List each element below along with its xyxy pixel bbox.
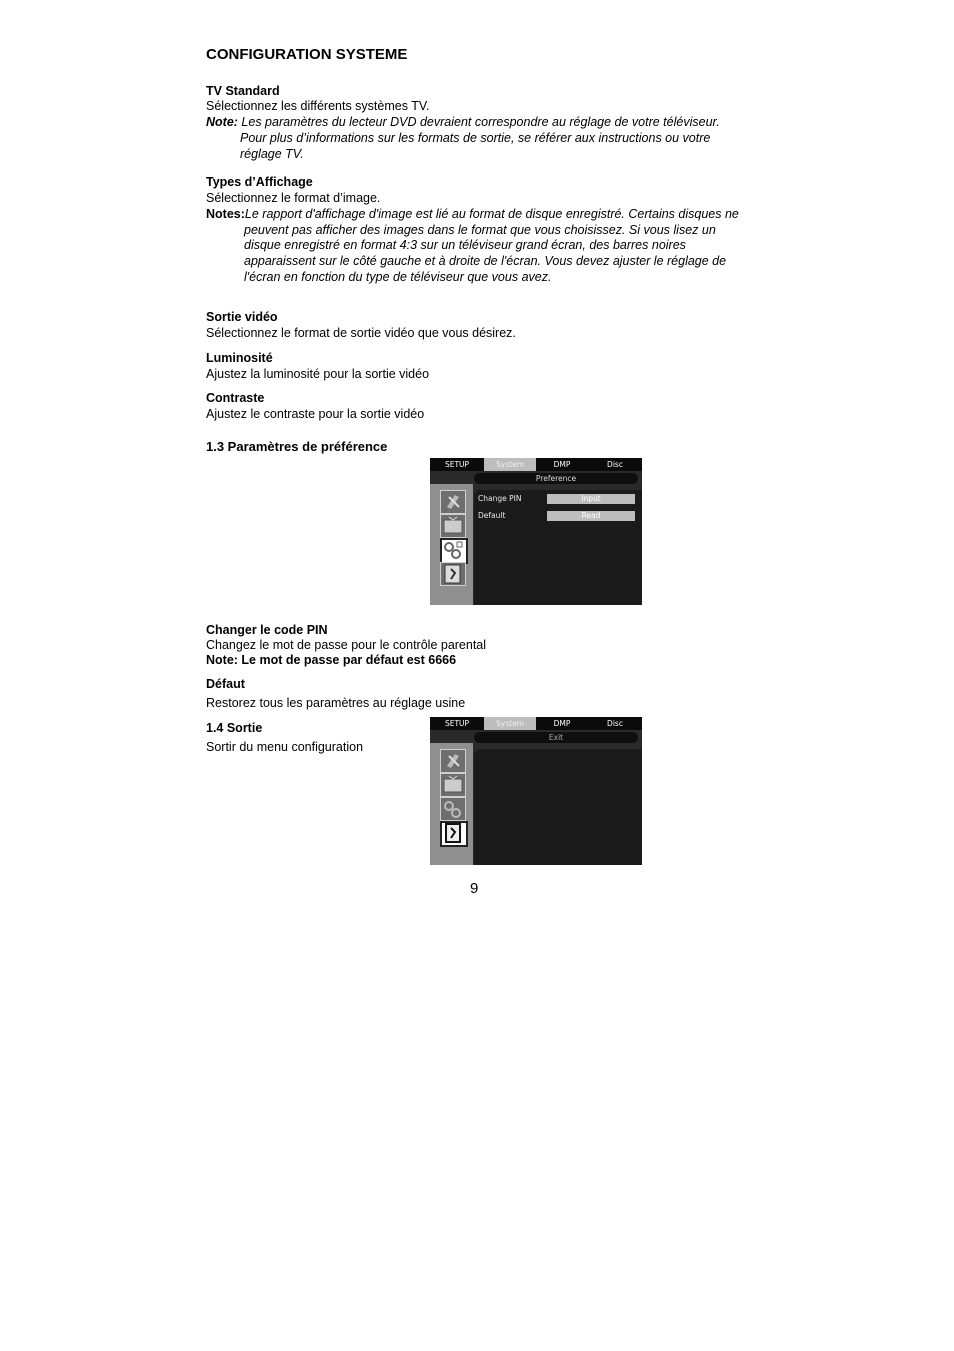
note-line: Les paramètres du lecteur DVD devraient correspondre au réglage de votre téléviseur. — [237, 115, 720, 129]
note-line: Le rapport d'affichage d'image est lié au format de disque enregistré. Certains disques ne — [244, 207, 739, 221]
tab-system: System — [484, 717, 536, 730]
tv-standard-title: TV Standard — [206, 84, 280, 98]
contrast-desc: Ajustez le contraste pour la sortie vidéo — [206, 407, 425, 421]
change-pin-desc: Changez le mot de passe pour le contrôle parental — [206, 638, 487, 652]
osd-tab-bar — [430, 717, 642, 730]
note-label: Note: — [206, 115, 238, 129]
row-value-change-pin: Input — [547, 494, 635, 504]
page-heading: CONFIGURATION SYSTEME — [206, 46, 408, 63]
video-out-desc: Sélectionnez le format de sortie vidéo que vous désirez. — [206, 326, 516, 340]
tv-screen-icon — [440, 773, 466, 797]
osd-tab-bar — [430, 458, 642, 471]
row-label-default: Default — [478, 511, 506, 520]
row-label-change-pin: Change PIN — [478, 494, 522, 503]
tab-disc: Disc — [607, 719, 623, 728]
gears-icon — [440, 538, 468, 564]
brightness-desc: Ajustez la luminosité pour la sortie vidéo — [206, 367, 430, 381]
brightness-title: Luminosité — [206, 351, 273, 365]
exit-door-icon — [440, 562, 466, 586]
note-line: disque enregistré en format 4:3 sur un téléviseur grand écran, des barres noires — [244, 238, 686, 252]
osd-exit-screenshot — [430, 717, 642, 865]
note-line: peuvent pas afficher des images dans le format que vous choisissez. Si vous lisez un — [244, 223, 716, 237]
tv-standard-note — [206, 114, 720, 130]
section-14-desc: Sortir du menu configuration — [206, 740, 364, 754]
section-14-title: 1.4 Sortie — [206, 721, 263, 735]
section-13-title: 1.3 Paramètres de préférence — [206, 439, 388, 454]
tv-screen-icon — [440, 514, 466, 538]
tab-disc: Disc — [607, 460, 623, 469]
tab-system: System — [484, 458, 536, 471]
default-title: Défaut — [206, 677, 245, 691]
display-types-desc: Sélectionnez le format d’image. — [206, 191, 381, 205]
language-icon — [440, 749, 466, 773]
osd-sidebar — [430, 484, 473, 605]
display-types-title: Types d’Affichage — [206, 175, 313, 189]
osd-content-panel — [474, 490, 642, 605]
display-types-note — [206, 206, 739, 222]
default-desc: Restorez tous les paramètres au réglage usine — [206, 696, 466, 710]
note-line: l'écran en fonction du type de téléviseur que vous avez. — [244, 270, 552, 284]
tab-dmp: DMP — [553, 460, 571, 469]
language-icon — [440, 490, 466, 514]
osd-title: Preference — [474, 473, 638, 484]
tab-setup: SETUP — [444, 460, 470, 469]
notes-label: Notes: — [206, 207, 245, 221]
gears-icon — [440, 797, 466, 821]
note-line: apparaissent sur le côté gauche et à droite de l'écran. Vous devez ajuster le réglage de — [244, 254, 727, 268]
osd-preference-screenshot — [430, 458, 642, 605]
osd-content-panel — [474, 749, 642, 865]
contrast-title: Contraste — [206, 391, 265, 405]
tab-dmp: DMP — [553, 719, 571, 728]
exit-door-icon — [440, 821, 468, 847]
page-number: 9 — [470, 880, 479, 897]
row-value-default: Read — [547, 511, 635, 521]
tv-standard-desc: Sélectionnez les différents systèmes TV. — [206, 99, 430, 113]
tab-setup: SETUP — [444, 719, 470, 728]
note-line: Pour plus d’informations sur les formats de sortie, se référer aux instructions ou votre — [240, 131, 711, 145]
change-pin-note: Note: Le mot de passe par défaut est 6666 — [206, 653, 457, 667]
osd-title: Exit — [474, 732, 638, 743]
video-out-title: Sortie vidéo — [206, 310, 278, 324]
note-line: réglage TV. — [240, 147, 304, 161]
osd-sidebar — [430, 743, 473, 865]
change-pin-title: Changer le code PIN — [206, 623, 328, 637]
